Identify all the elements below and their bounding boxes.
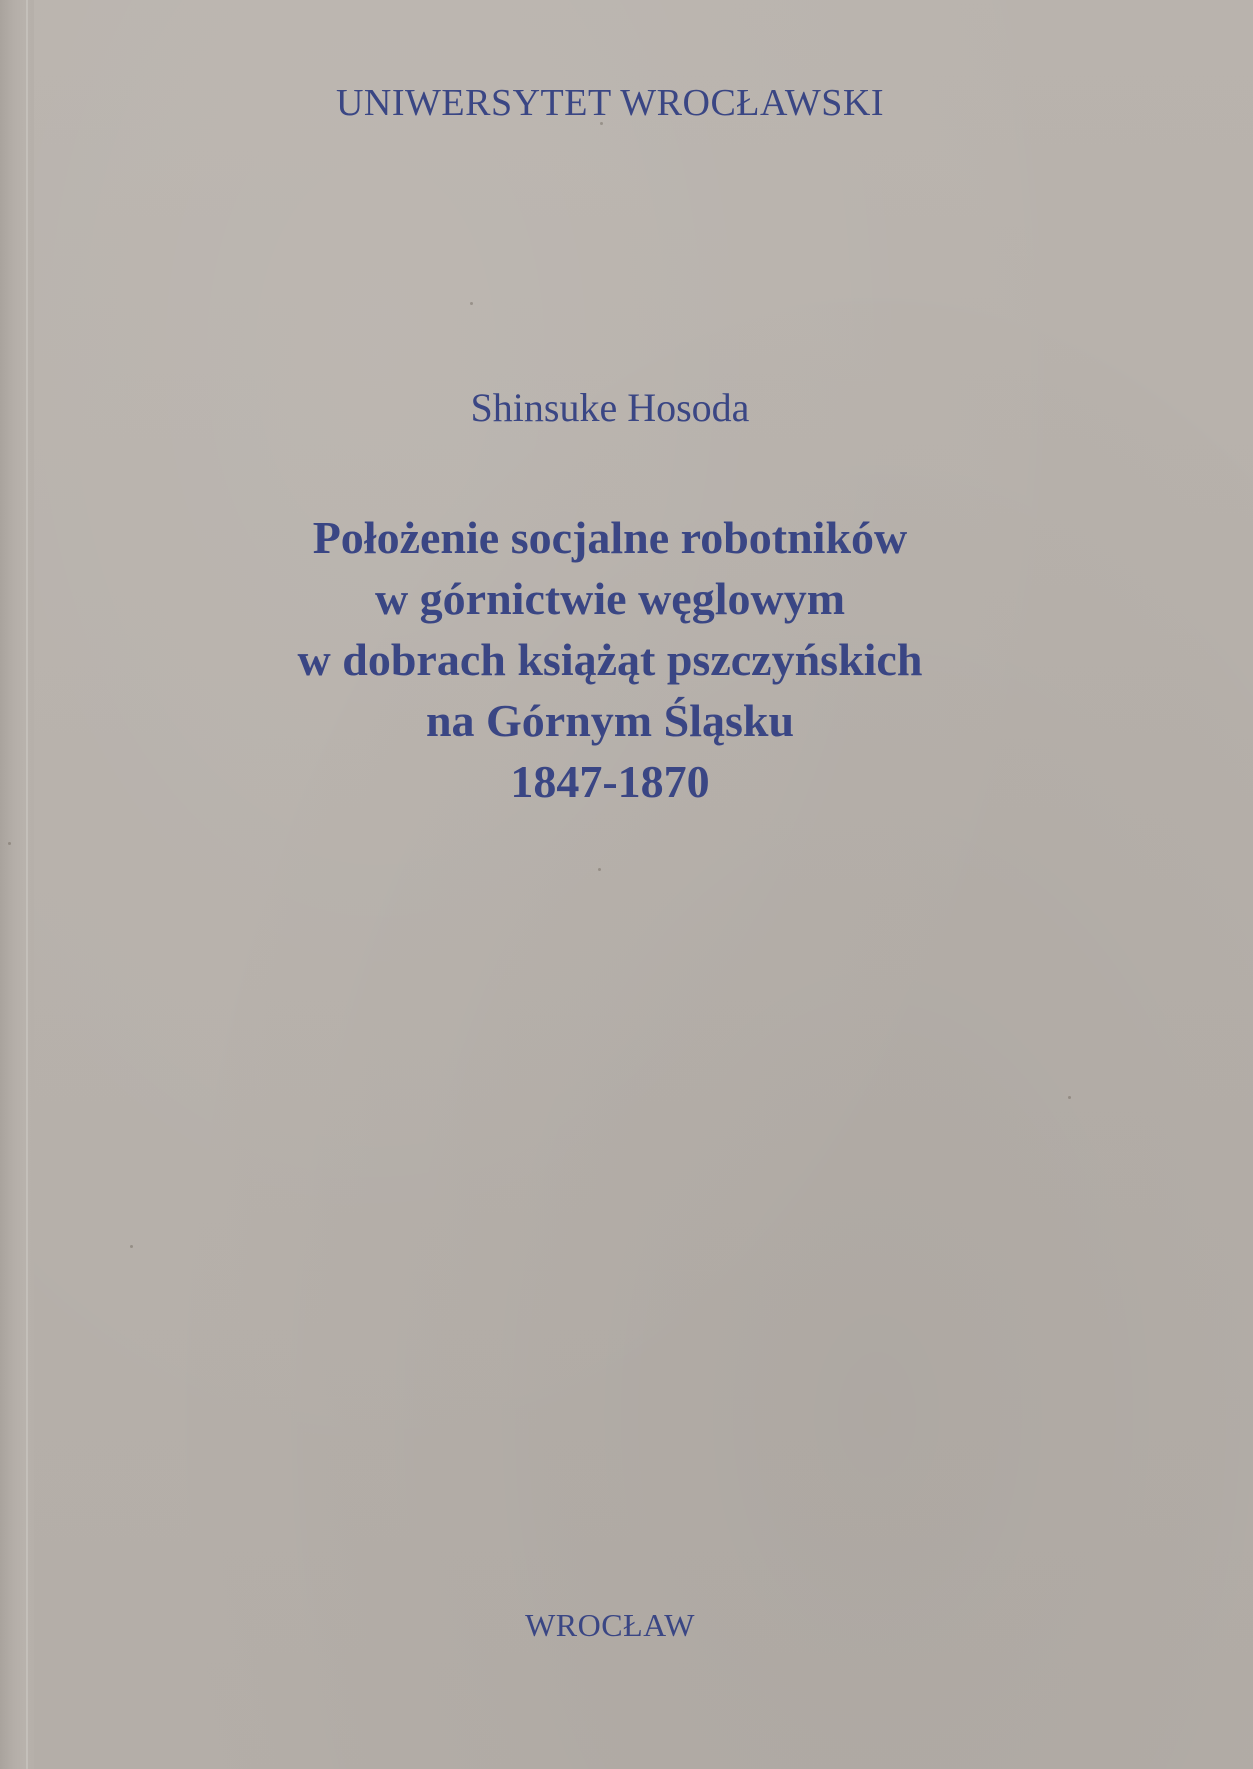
spine-crease [26,0,28,1769]
title-years: 1847-1870 [510,756,710,807]
paper-speck [598,868,601,871]
paper-speck [470,302,473,305]
title-line-2: w górnictwie węglowym [374,573,846,624]
publisher-name: UNIWERSYTET WROCŁAWSKI [335,82,884,124]
publication-city: WROCŁAW [525,1607,695,1643]
spine-edge [0,0,34,1769]
title-line-1: Położenie socjalne robotników [312,512,908,563]
title-line-4: na Górnym Śląsku [425,695,795,746]
author-name: Shinsuke Hosoda [470,385,750,430]
paper-speck [130,1245,133,1248]
paper-speck [8,842,11,845]
paper-speck [1068,1096,1071,1099]
title-line-3: w dobrach książąt pszczyńskich [297,634,923,685]
book-title [0,507,1220,812]
